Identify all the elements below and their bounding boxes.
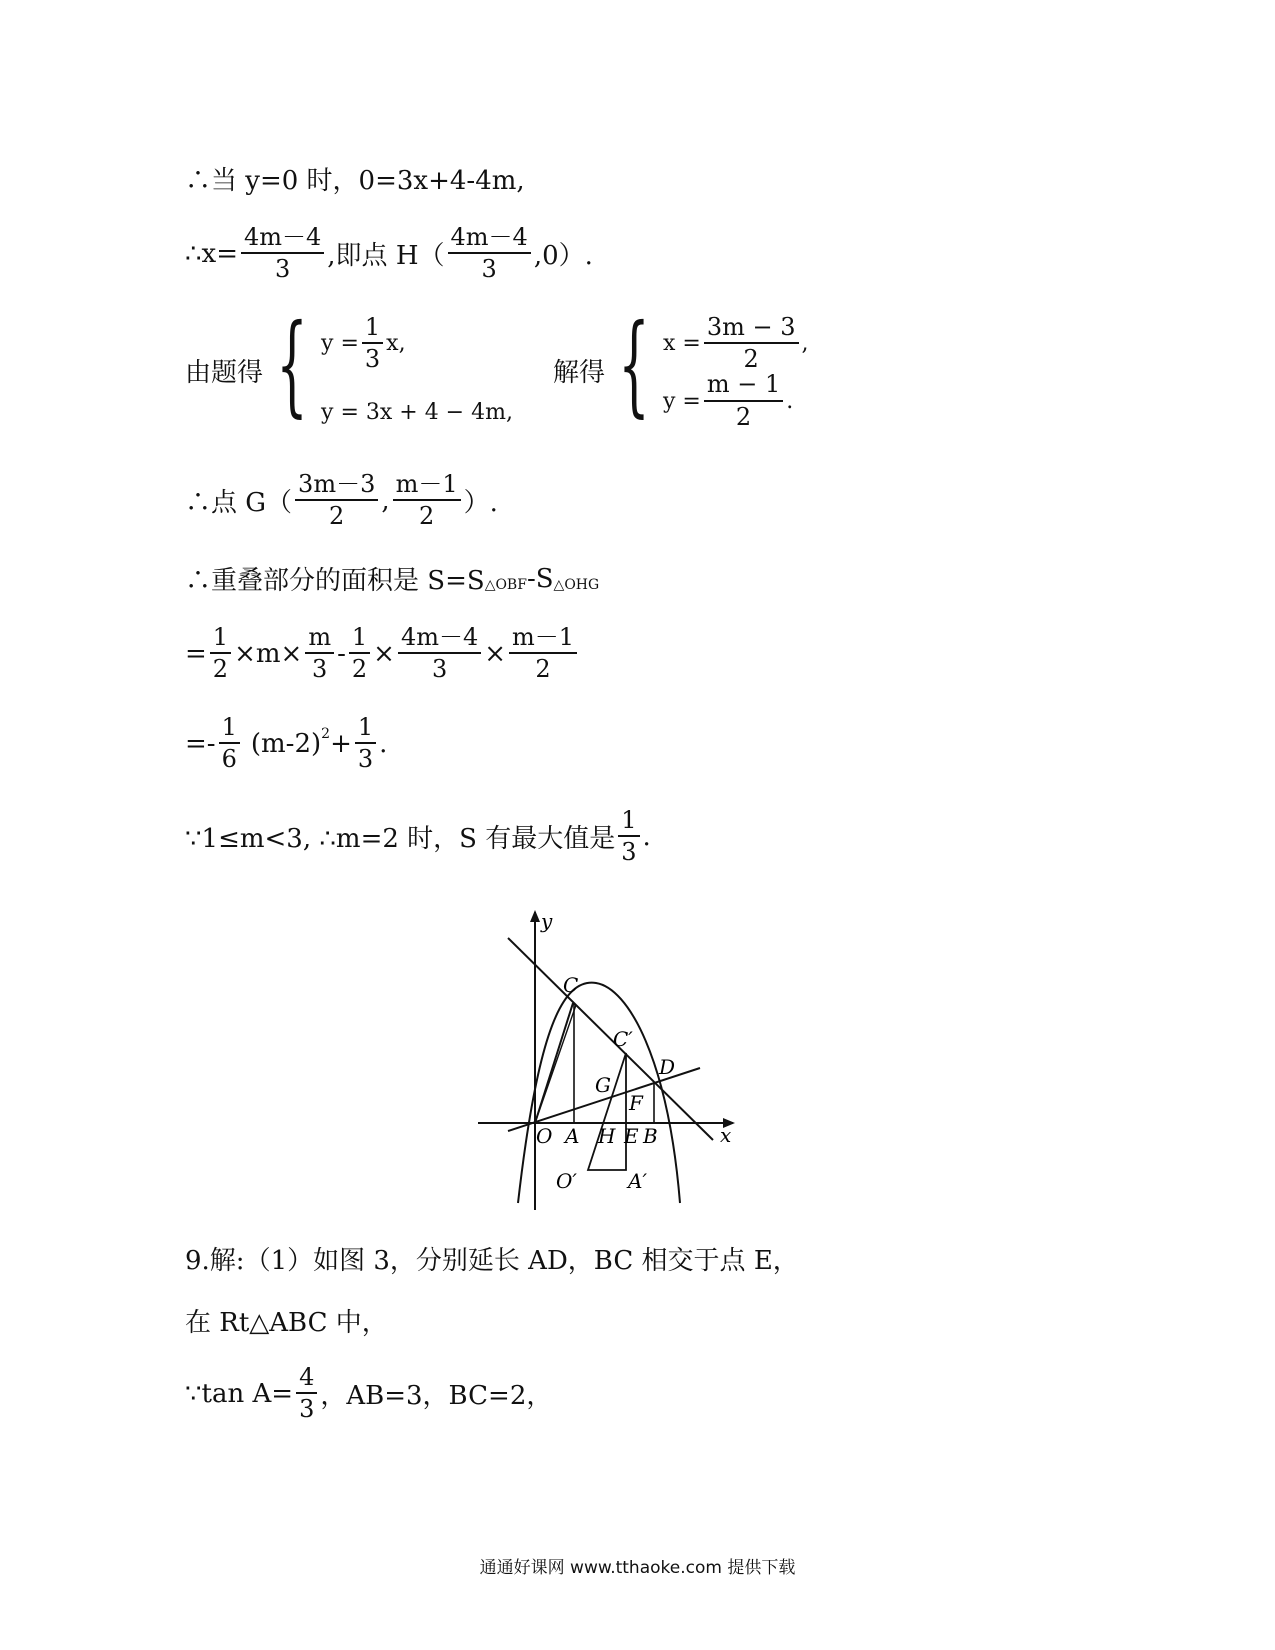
system-row: x = $\frac{3m - 3}{2}$ ,: [662, 313, 809, 374]
label-o: O: [536, 1124, 553, 1148]
line-when-y-zero: [185, 160, 525, 197]
system-row: y = $\frac{m - 1}{2}$ .: [662, 370, 794, 431]
system-row: y = $\frac{1}{3}$ x,: [321, 313, 406, 374]
line-equation-system: [185, 300, 809, 431]
label-c: C: [563, 973, 579, 997]
label-b: B: [643, 1124, 658, 1148]
text: ∴当 y=0 时，0=3x+4-4m,: [185, 166, 525, 196]
text: ∴x=: [185, 238, 238, 269]
left-brace: {: [276, 300, 308, 428]
line-max-value: ∵1≤m<3, ∴m=2 时，S 有最大值是 $\frac{1}{3}$ .: [185, 806, 651, 867]
label-x: x: [720, 1123, 732, 1147]
parabola-figure: [478, 908, 738, 1213]
y-axis-arrow: [530, 910, 540, 922]
line-area-result: =- $\frac{1}{6}$ (m-2) 2 + $\frac{1}{3}$ .: [185, 713, 388, 774]
text: 解得: [552, 357, 605, 388]
line-area-expansion: = $\frac{1}{2}$ ×m× $\frac{m}{3}$ - $\frac{1}{2}$ × $\frac{4m-4}{3}$ × $\frac{m-1}{2}$: [185, 625, 580, 682]
line-overlap-area: ∴重叠部分的面积是 S=S △OBF -S △OHG: [185, 563, 600, 596]
line-problem-9: 9.解:（1）如图 3，分别延长 AD，BC 相交于点 E，: [185, 1246, 799, 1276]
label-y: y: [541, 909, 553, 933]
label-o-prime: O′: [556, 1169, 577, 1193]
text: 由题得: [185, 357, 264, 388]
text: ,即点 H（: [327, 241, 445, 272]
footer-source: 通通好课网 www.tthaoke.com 提供下载: [479, 1558, 796, 1578]
left-brace: {: [618, 300, 650, 428]
line-point-g: ∴点 G（ $\frac{3m-3}{2}$ , $\frac{m-1}{2}$ ）.: [185, 470, 498, 531]
system-given: [321, 315, 513, 425]
label-e: E: [624, 1124, 639, 1148]
fraction: $\frac{4m-4}{3}$: [448, 225, 531, 282]
label-a-prime: A′: [628, 1169, 647, 1193]
text: ,0）.: [533, 241, 593, 272]
label-d: D: [659, 1055, 676, 1079]
label-f: F: [629, 1091, 643, 1115]
label-a: A: [565, 1124, 580, 1148]
triangle-o-a-c-prime: [588, 1053, 626, 1170]
label-g: G: [595, 1073, 611, 1097]
line-tan-a: ∵tan A= $\frac{4}{3}$ ，AB=3，BC=2，: [185, 1363, 553, 1424]
system-solution: [662, 313, 809, 431]
label-c-prime: C′: [613, 1027, 633, 1051]
label-h: H: [598, 1124, 616, 1148]
line-point-h: [185, 225, 593, 282]
system-row: y = 3x + 4 − 4m,: [321, 400, 513, 425]
fraction: $\frac{4m-4}{3}$: [241, 225, 324, 282]
line-rt-triangle: 在 Rt△ABC 中，: [185, 1308, 388, 1338]
